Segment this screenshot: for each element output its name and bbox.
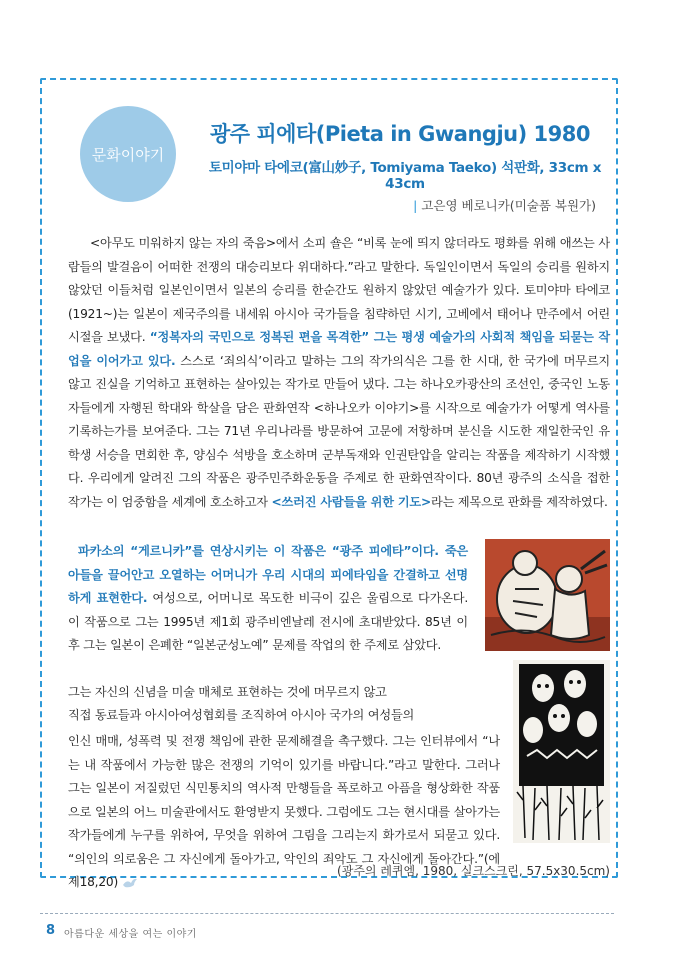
author-name: 고은영 베로니카(미술품 복원가) <box>421 198 596 213</box>
paragraph-3: 그는 자신의 신념을 미술 매체로 표현하는 것에 머무르지 않고 <box>68 685 387 699</box>
footer-divider <box>40 913 614 914</box>
category-badge <box>80 106 176 202</box>
paragraph-2-text: 여성으로, 어머니로 목도한 비극이 깊은 울림으로 다가온다. 이 작품으로 그는 1995년 제1회 광주비엔날레 전시에 초대받았다. 85년 이후 그는 일본이 은폐한 “일본군성노예” 문제를 작업의 한 주제로 삼았다. <box>68 591 468 652</box>
requiem-artwork-image <box>513 660 610 843</box>
paragraph-1-text-b: 스스로 ‘죄의식’이라고 말하는 그의 작가의식은 그를 한 시대, 한 국가에 머무르지 않고 진실을 기억하고 표현하는 살아있는 작가로 만들어 냈다. 그는 하나오카광산의 조선인, 중국인 노동자들에게 자행된 학대와 학살을 담은 판화연작 <하나오카 이야기>를 시작으로 예술가가 어떻게 역사를 기록하는가를 보여준다. 그는 71년 우리나라를 방문하여 고문에 저항하며 분신을 시도한 재일한국인 유학생 서승을 면회한 후, 양심수 석방을 호소하며 군부독재와 인권탄압을 알리는 작품을 제작하기 시작했다. 우리에게 알려진 그의 작품은 광주민주화운동을 주제로 한 판화연작이다. 80년 광주의 소식을 접한 작가는 이 엄중함을 세계에 호소하고자 <box>68 353 610 509</box>
paragraph-4: 직접 동료들과 아시아여성협회를 조직하여 아시아 국가의 여성들의 <box>68 708 415 722</box>
category-badge-label: 문화이야기 <box>91 145 165 164</box>
dove-icon <box>122 877 138 889</box>
article-title: 광주 피에타(Pieta in Gwangju) 1980 <box>210 122 590 146</box>
artwork-caption: (광주의 레퀴엠, 1980, 실크스크린, 57.5x30.5cm) <box>337 864 610 878</box>
paragraph-1-text-a: <아무도 미워하지 않는 자의 죽음>에서 소피 숄은 “비록 눈에 띄지 않더라도 평화를 위해 애쓰는 사람들의 발걸음이 어떠한 전쟁의 대승리보다 위대하다.”라고 말한다. 독일인이면서 독일의 승리를 원하지 않았던 이들처럼 일본인이면서 일본의 승리를 한순간도 원하지 않았던 예술가가 있다. 토미야마 타에코(1921~)는 일본이 제국주의를 내세워 아시아 국가들을 침략하던 시기, 고베에서 태어나 만주에서 어린 시절을 보냈다. <box>68 236 610 344</box>
paragraph-5-text: 인신 매매, 성폭력 및 전쟁 책임에 관한 문제해결을 촉구했다. 그는 인터뷰에서 “나는 내 작품에서 가능한 많은 전쟁의 기억이 있기를 바랍니다.”라고 말한다. 그러나 그는 일본이 저질렀던 식민통치의 역사적 만행들을 폭로하고 아픔을 형상화한 작품으로 일본의 어느 미술관에서도 환영받지 못했다. 그럼에도 그는 현시대를 살아가는 작가들에게 누구를 위하여, 무엇을 위하여 그림을 그리는지 화가로서 되묻고 있다. “의인의 의로움은 그 자신에게 돌아가고, 악인의 죄악도 그 자신에게 돌아간다.”(에제18,20) <box>68 734 500 889</box>
paragraph-1-highlight-1: “정복자의 국민으로 정복된 편을 목격한” 그는 평생 예술가의 사회적 책임을 되묻는 작업을 이어가고 있다. <box>68 330 610 368</box>
page-number: 8 <box>46 923 56 938</box>
article-subtitle: 토미야마 타에코(富山妙子, Tomiyama Taeko) 석판화, 33cm x 43cm <box>208 160 602 192</box>
paragraph-2 <box>68 540 468 658</box>
pieta-artwork-image <box>485 539 610 651</box>
paragraph-1-text-c: 라는 제목으로 판화를 제작하였다. <box>431 494 608 509</box>
author-bar: | <box>413 198 418 213</box>
paragraph-1 <box>68 232 610 514</box>
paragraph-1-highlight-2: <쓰러진 사람들을 위한 기도> <box>271 494 432 509</box>
author-line <box>413 196 596 214</box>
series-title: 아름다운 세상을 여는 이야기 <box>64 929 197 940</box>
paragraph-2-highlight: 파카소의 “게르니카”를 연상시키는 이 작품은 “광주 피에타”이다. 죽은 아들을 끌어안고 오열하는 어머니가 우리 시대의 피에타임을 간결하고 선명하게 표현한다. <box>68 544 468 605</box>
